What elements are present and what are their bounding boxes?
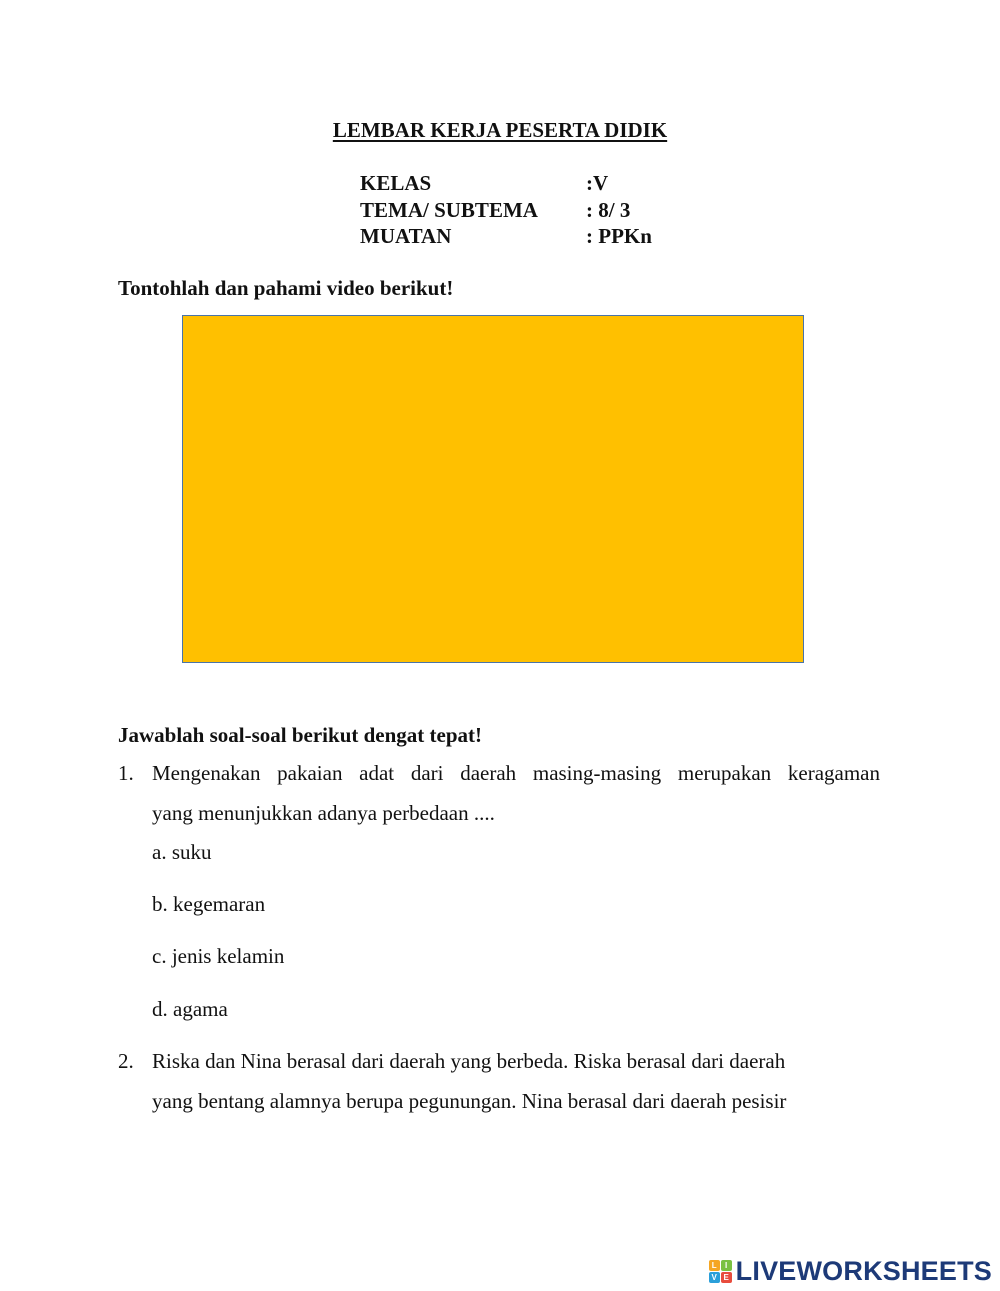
option-a[interactable]: a. suku	[152, 840, 212, 864]
question-1	[118, 761, 880, 841]
logo-letter: I	[721, 1260, 732, 1271]
option-d[interactable]: d. agama	[152, 997, 228, 1021]
meta-row-muatan	[360, 223, 652, 250]
questions-instruction: Jawablah soal-soal berikut dengat tepat!	[118, 723, 483, 747]
question-number: 1.	[118, 761, 134, 785]
meta-value: :V	[586, 171, 609, 195]
liveworksheets-logo-icon	[709, 1260, 732, 1283]
meta-row-kelas	[360, 170, 652, 197]
logo-letter: E	[721, 1272, 732, 1283]
question-2	[118, 1049, 880, 1129]
video-placeholder[interactable]	[182, 315, 804, 663]
meta-key: TEMA/ SUBTEMA	[360, 197, 538, 222]
worksheet-meta	[360, 170, 652, 250]
meta-value: : PPKn	[586, 224, 652, 248]
question-line: yang menunjukkan adanya perbedaan ....	[152, 801, 495, 825]
option-b[interactable]: b. kegemaran	[152, 892, 266, 916]
worksheet-title: LEMBAR KERJA PESERTA DIDIK	[332, 118, 668, 142]
question-number: 2.	[118, 1049, 134, 1073]
meta-key: MUATAN	[360, 224, 452, 248]
logo-letter: V	[709, 1272, 720, 1283]
liveworksheets-brand[interactable]	[709, 1255, 992, 1287]
logo-letter: L	[709, 1260, 720, 1271]
question-line: Mengenakan pakaian adat dari daerah masing-masing merupakan keragaman	[152, 761, 880, 785]
meta-key: KELAS	[360, 171, 432, 195]
brand-name: LIVEWORKSHEETS	[735, 1255, 992, 1286]
option-c[interactable]: c. jenis kelamin	[152, 944, 285, 968]
question-line: Riska dan Nina berasal dari daerah yang berbeda. Riska berasal dari daerah	[152, 1049, 786, 1073]
meta-value: : 8/ 3	[586, 197, 631, 222]
meta-row-tema	[360, 197, 652, 224]
video-instruction: Tontohlah dan pahami video berikut!	[118, 276, 454, 300]
question-line: yang bentang alamnya berupa pegunungan. Nina berasal dari daerah pesisir	[152, 1089, 787, 1113]
